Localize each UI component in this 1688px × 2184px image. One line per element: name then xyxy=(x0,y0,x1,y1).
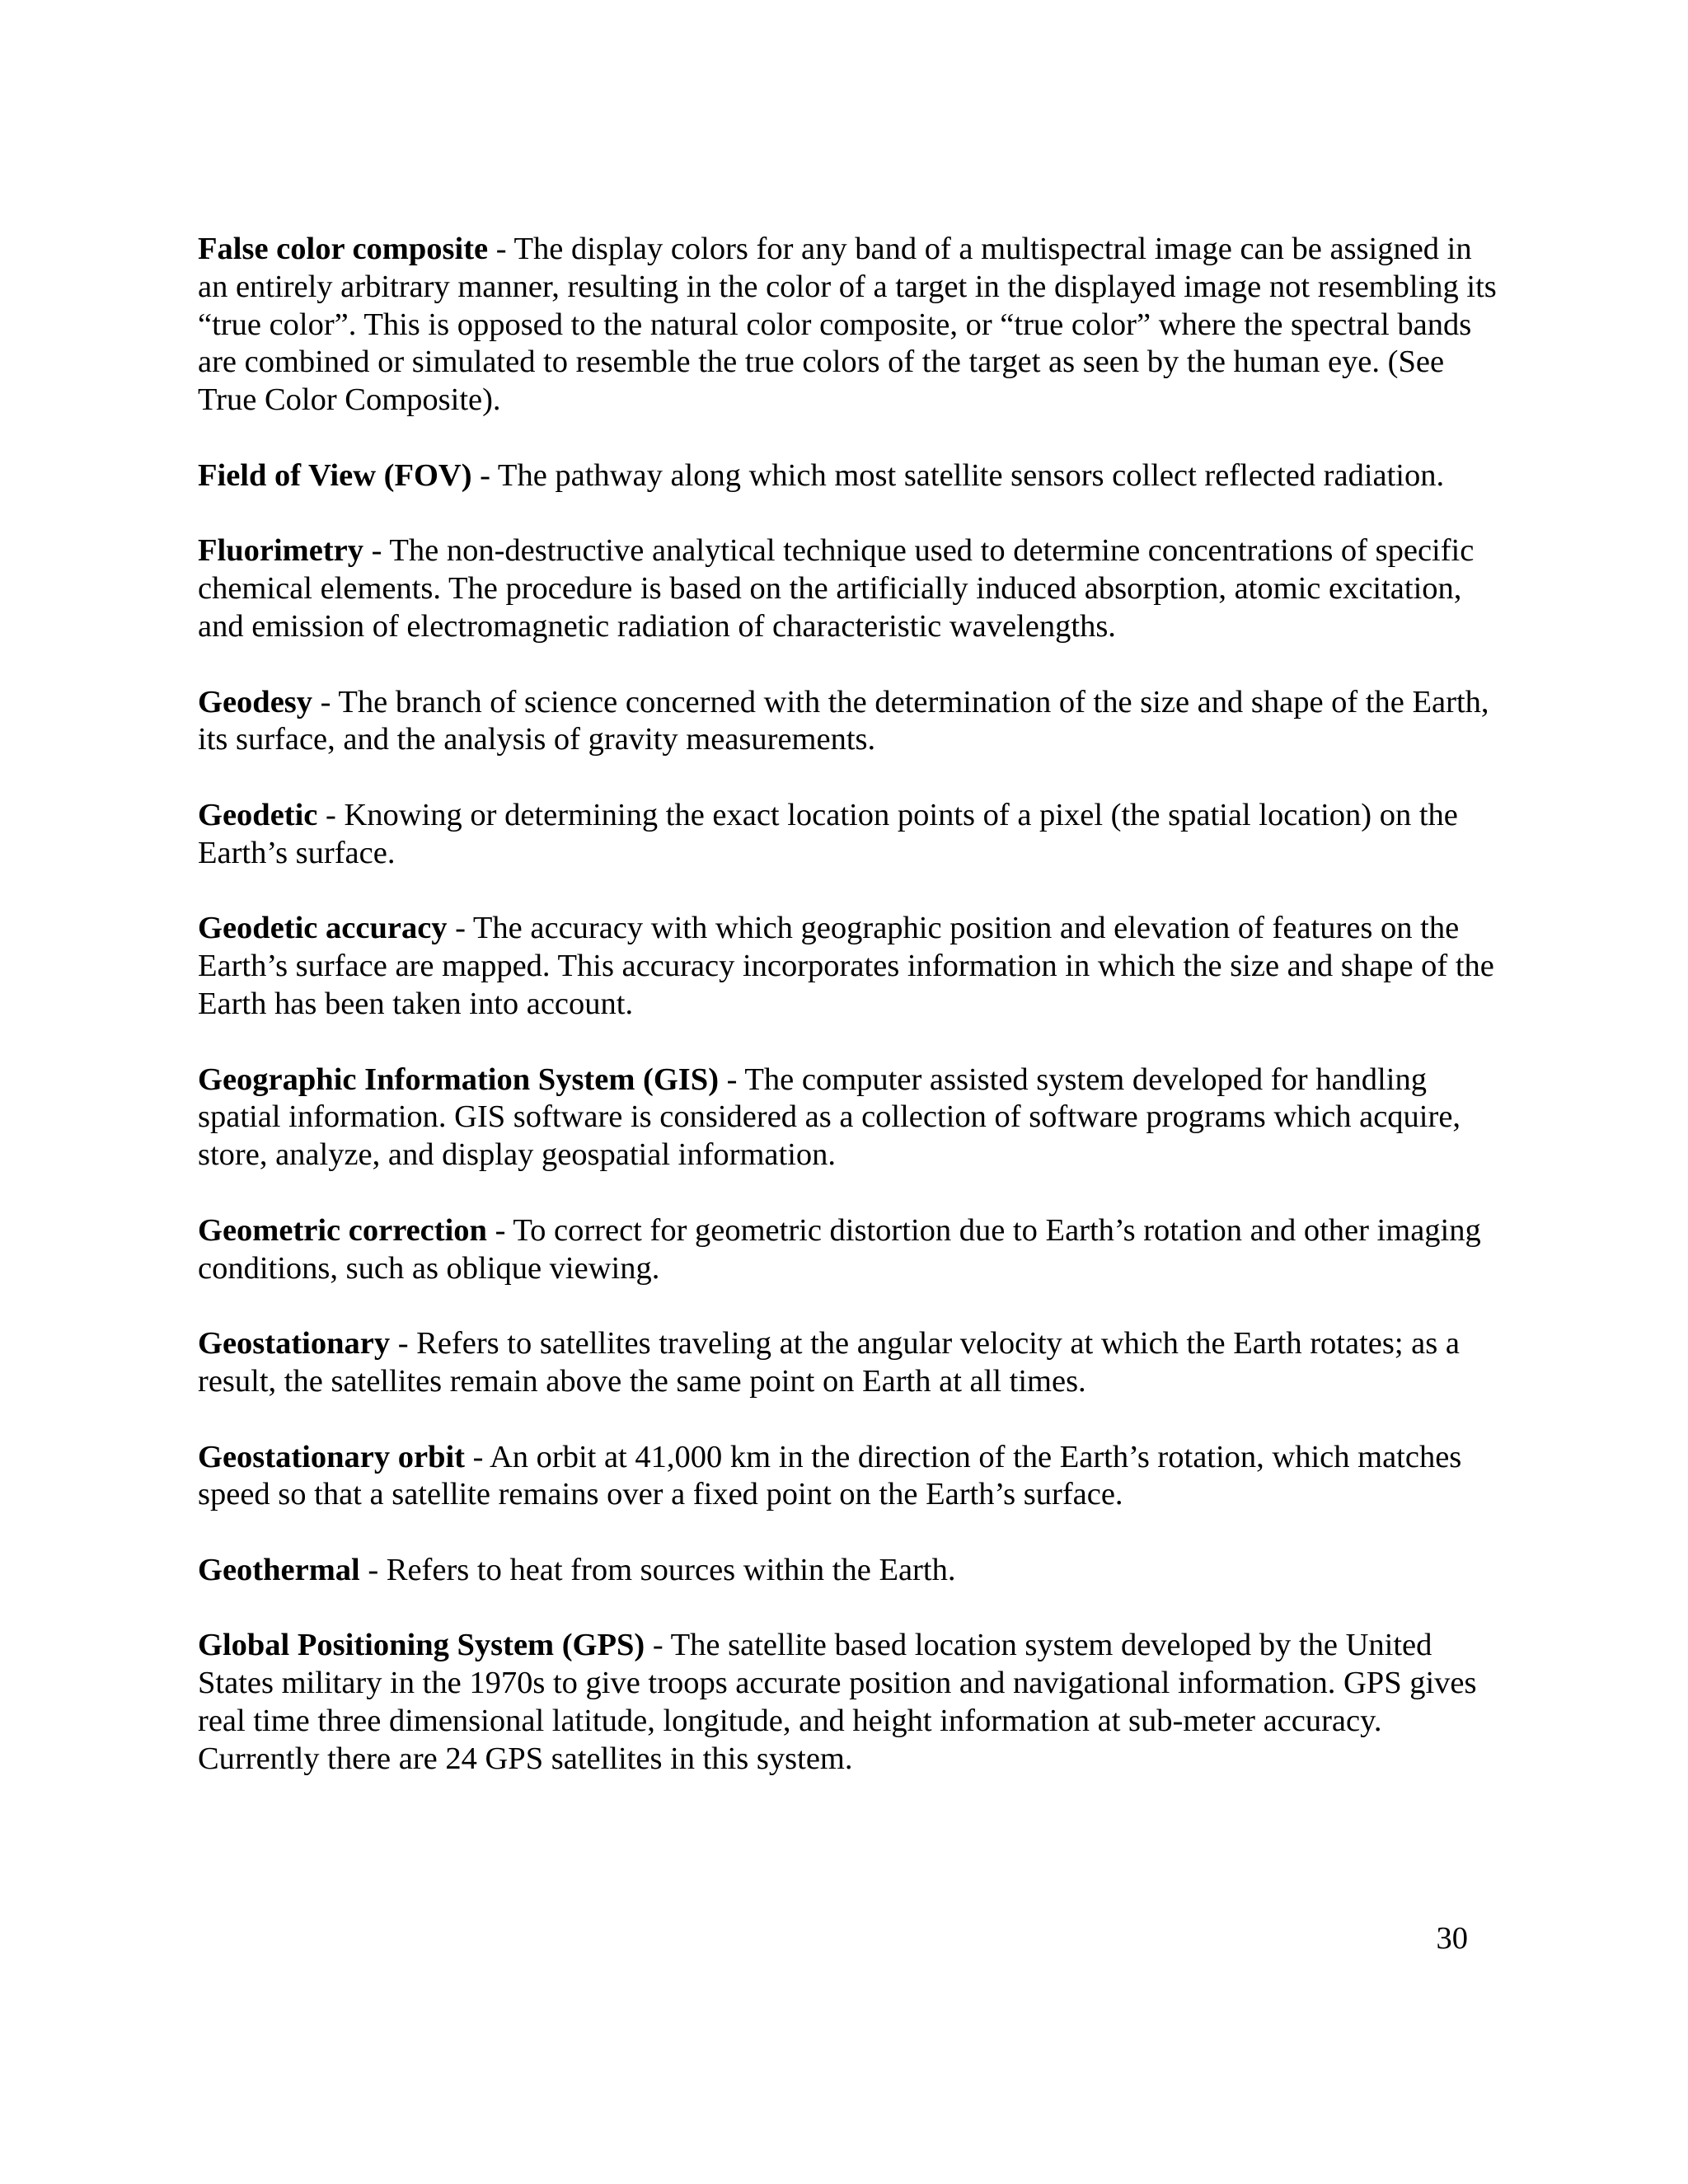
glossary-definition: - The branch of science concerned with the determination of the size and shape of the Earth, its surface, and the analysis of gravity measurements. xyxy=(198,684,1489,757)
glossary-entry-gps xyxy=(198,1627,1500,1778)
glossary-entry-false-color-composite xyxy=(198,231,1500,419)
glossary-term: Geostationary orbit xyxy=(198,1439,465,1474)
glossary-definition: - Knowing or determining the exact location points of a pixel (the spatial location) on the Earth’s surface. xyxy=(198,797,1458,870)
glossary-definition: - To correct for geometric distortion due to Earth’s rotation and other imaging conditions, such as oblique viewing. xyxy=(198,1212,1481,1286)
glossary-entry-field-of-view xyxy=(198,457,1500,495)
glossary-definition: - The computer assisted system developed for handling spatial information. GIS software is considered as a collection of software programs which acquire, store, analyze, and display geospatial information. xyxy=(198,1062,1461,1173)
page-number: 30 xyxy=(1436,1921,1468,1956)
glossary-term: Geodesy xyxy=(198,684,313,719)
glossary-definition: - The satellite based location system developed by the United States military in the 1970s to give troops accurate position and navigational information. GPS gives real time three dimensional latitude, longitude, and height information at sub-meter accuracy. Currently there are 24 GPS satellites in this system. xyxy=(198,1628,1477,1776)
glossary-term: False color composite xyxy=(198,232,489,266)
glossary-entries xyxy=(198,231,1500,1816)
glossary-term: Fluorimetry xyxy=(198,533,363,569)
glossary-entry-geometric-correction xyxy=(198,1212,1500,1288)
glossary-entry-geodetic-accuracy xyxy=(198,910,1500,1023)
glossary-entry-geostationary xyxy=(198,1325,1500,1401)
glossary-term: Geographic Information System (GIS) xyxy=(198,1062,720,1097)
glossary-entry-fluorimetry xyxy=(198,532,1500,645)
glossary-term: Geostationary xyxy=(198,1326,391,1361)
glossary-definition: - The display colors for any band of a multispectral image can be assigned in an entirely arbitrary manner, resulting in the color of a target in the displayed image not resembling its “true color”. This is opposed to the natural color composite, or “true color” where the spectral bands are combined or simulated to resemble the true colors of the target as seen by the human eye. (See True Color Composite). xyxy=(198,232,1497,418)
glossary-term: Field of View (FOV) xyxy=(198,457,472,493)
glossary-definition: - An orbit at 41,000 km in the direction of the Earth’s rotation, which matches speed so that a satellite remains over a fixed point on the Earth’s surface. xyxy=(198,1439,1462,1512)
glossary-term: Geodetic accuracy xyxy=(198,911,448,946)
glossary-entry-geostationary-orbit xyxy=(198,1439,1500,1515)
glossary-definition: - The pathway along which most satellite sensors collect reflected radiation. xyxy=(471,457,1445,493)
glossary-term: Geometric correction xyxy=(198,1212,487,1248)
glossary-entry-gis xyxy=(198,1062,1500,1174)
glossary-definition: - Refers to heat from sources within the Earth. xyxy=(359,1552,956,1587)
glossary-entry-geodesy xyxy=(198,684,1500,760)
glossary-definition: - The accuracy with which geographic position and elevation of features on the Earth’s surface are mapped. This accuracy incorporates information in which the size and shape of the Earth has been taken into account. xyxy=(198,911,1494,1021)
glossary-term: Geothermal xyxy=(198,1552,360,1587)
glossary-entry-geothermal xyxy=(198,1552,1500,1590)
glossary-entry-geodetic xyxy=(198,797,1500,873)
glossary-definition: - The non-destructive analytical technique used to determine concentrations of specific chemical elements. The procedure is based on the artificially induced absorption, atomic excitation, and emission of electromagnetic radiation of characteristic wavelengths. xyxy=(198,533,1475,644)
glossary-term: Geodetic xyxy=(198,797,318,832)
glossary-definition: - Refers to satellites traveling at the angular velocity at which the Earth rotates; as a result, the satellites remain above the same point on Earth at all times. xyxy=(198,1326,1460,1399)
glossary-term: Global Positioning System (GPS) xyxy=(198,1628,645,1663)
